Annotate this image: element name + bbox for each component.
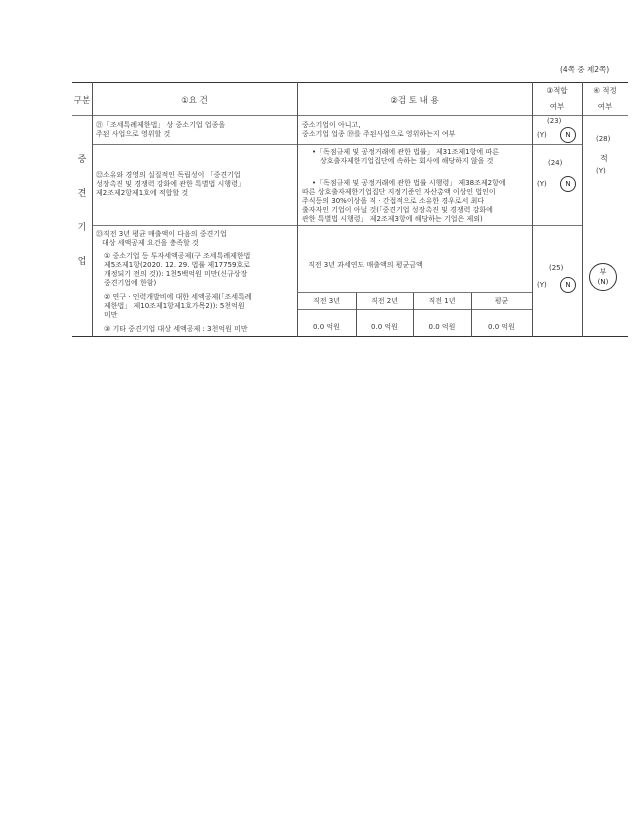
row3-req-line-8: 제한법」 제10조제1항제1호가목2)): 5천억원 <box>104 302 245 310</box>
header-suitable-1: ③적합 <box>546 86 568 95</box>
page-label: (4쪽 중 제2쪽) <box>560 65 610 74</box>
row3-req-line-5: 개정되기 전의 것)): 1천5백억원 미만(신규상장 <box>104 270 248 278</box>
row2-review-line-5: 따른 상호출자제한기업집단 지정기준인 자산총액 이상인 법인이 <box>302 188 496 196</box>
row2-review-line-8: 관한 특별법 시행령」 제2조제3항에 해당하는 기업은 제외) <box>302 215 483 223</box>
sales-header-divider <box>297 309 532 310</box>
row2-review-line-4: •「독점규제 및 공정거래에 관한 법률 시행령」 제38조제2항에 <box>312 179 506 187</box>
row2-review-line-6: 주식등의 30%이상을 직 · 간접적으로 소유한 경우로서 최다 <box>302 197 485 205</box>
category-char-2: 견 <box>77 189 87 199</box>
row2-no-circle[interactable]: N <box>560 176 576 192</box>
row1-num: (23) <box>547 117 562 125</box>
row1-review-line-2: 중소기업 업종 ⑲를 주된사업으로 영위하는지 여부 <box>302 130 456 138</box>
proper-no-text-1: 부 <box>599 268 607 276</box>
sales-top-divider <box>297 292 532 293</box>
header-category: 구분 <box>73 96 91 106</box>
sales-col-header-3: 직전 1년 <box>428 297 456 305</box>
row1-yes: (Y) <box>537 131 547 139</box>
header-proper-2: 여부 <box>597 102 613 111</box>
row2-divider <box>92 225 582 226</box>
category-char-1: 중 <box>77 155 87 165</box>
row1-req-line-1: ㉑「조세특례제한법」 상 중소기업 업종을 <box>96 121 226 129</box>
row2-req-line-1: ㉒소유와 경영의 실질적인 독립성이 「중견기업 <box>96 171 241 179</box>
row2-req-line-2: 성장촉진 및 경쟁력 강화에 관한 특별법 시행령」 <box>96 180 245 188</box>
row3-no-circle[interactable]: N <box>560 277 576 293</box>
row3-req-line-1: ㉓직전 3년 평균 매출액이 다음의 중견기업 <box>96 230 227 238</box>
header-review: ②검 토 내 용 <box>390 96 439 106</box>
col-divider-1 <box>92 82 93 337</box>
row3-req-line-2: 대상 세액공제 요건을 충족할 것 <box>102 239 199 247</box>
sales-col-header-1: 직전 3년 <box>313 297 340 305</box>
category-char-4: 업 <box>77 257 87 267</box>
row2-review-line-2: 상호출자제한기업집단에 속하는 회사에 해당하지 않을 것 <box>320 157 494 165</box>
row3-req-line-10: ③ 기타 중견기업 대상 세액공제 : 3천억원 미만 <box>104 325 248 333</box>
sales-col-header-4: 평균 <box>494 297 509 305</box>
col-divider-3 <box>532 82 533 337</box>
table-top-border <box>72 82 628 83</box>
header-proper-1: ④ 적정 <box>593 86 617 95</box>
row2-req-line-3: 제2조제2항제1호에 적합할 것 <box>96 189 189 197</box>
sales-value-2: 0.0 억원 <box>371 323 398 331</box>
row3-num: (25) <box>549 264 564 272</box>
col-divider-4 <box>582 82 583 337</box>
row3-req-line-4: 제5조제1항(2020. 12. 29. 법률 제17759호로 <box>104 261 250 269</box>
row1-divider <box>92 144 582 145</box>
sales-col-header-2: 직전 2년 <box>371 297 398 305</box>
row3-req-line-3: ① 중소기업 등 투자세액공제(구 조세특례제한법 <box>104 252 251 260</box>
table-bottom-border <box>72 336 628 337</box>
proper-yes: (Y) <box>596 167 606 175</box>
header-suitable-2: 여부 <box>549 102 565 111</box>
header-requirements: ①요 건 <box>181 96 208 106</box>
proper-no-circle[interactable] <box>589 263 617 291</box>
row2-review-line-1: •「독점규제 및 공정거래에 관한 법률」 제31조제1항에 따른 <box>312 148 499 156</box>
row3-review-title: 직전 3년 과세연도 매출액의 평균금액 <box>308 261 423 269</box>
sales-value-1: 0.0 억원 <box>313 323 340 331</box>
row1-no-circle[interactable]: N <box>560 127 576 143</box>
row3-req-line-9: 미만 <box>104 311 118 319</box>
sales-value-3: 0.0 억원 <box>428 323 456 331</box>
review-table <box>72 82 628 338</box>
proper-num: (28) <box>596 135 611 143</box>
row2-num: (24) <box>548 159 563 167</box>
row2-review-line-7: 출자자인 기업이 아닐 것(「중견기업 성장촉진 및 경쟁력 강화에 <box>302 206 493 214</box>
proper-label: 적 <box>600 154 608 163</box>
proper-no-text-2: (N) <box>597 278 609 286</box>
sales-value-4: 0.0 억원 <box>488 323 515 331</box>
row1-review-line-1: 중소기업이 아니고, <box>302 121 361 129</box>
header-divider <box>72 115 628 116</box>
row3-yes: (Y) <box>537 281 547 289</box>
row2-yes: (Y) <box>537 180 547 188</box>
row3-req-line-6: 중견기업에 한함) <box>104 279 157 287</box>
row3-req-line-7: ② 연구 · 인력개발비에 대한 세액공제(「조세특례 <box>104 293 252 301</box>
category-char-3: 기 <box>77 223 87 233</box>
row1-req-line-2: 주된 사업으로 영위할 것 <box>96 130 171 138</box>
